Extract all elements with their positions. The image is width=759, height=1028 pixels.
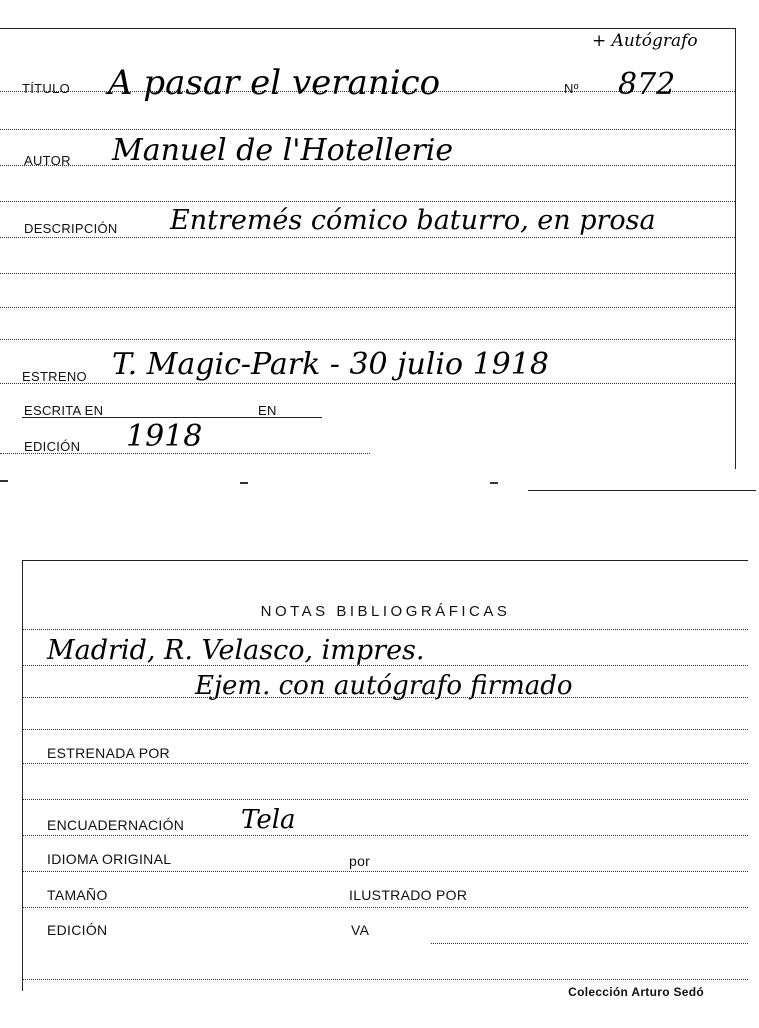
rule-line	[23, 763, 748, 764]
rule-line	[23, 629, 748, 630]
autor-label: AUTOR	[24, 153, 71, 168]
rule-line	[23, 799, 748, 800]
rule-line	[0, 237, 735, 238]
descripcion-value: Entremés cómico baturro, en prosa	[170, 205, 656, 236]
en-label: EN	[258, 403, 277, 418]
numero-label: Nº	[564, 81, 579, 96]
notas-line-1: Madrid, R. Velasco, impres.	[47, 635, 425, 666]
idioma-label: IDIOMA ORIGINAL	[47, 851, 172, 867]
encuadernacion-value: Tela	[241, 805, 296, 835]
rule-line	[431, 943, 748, 944]
rule-line	[23, 665, 748, 666]
rule-line	[23, 729, 748, 730]
notas-line-2: Ejem. con autógrafo firmado	[195, 671, 573, 701]
numero-value: 872	[618, 67, 676, 102]
catalog-card-top	[0, 28, 736, 469]
rule-line	[23, 907, 748, 908]
estrenada-label: ESTRENADA POR	[47, 745, 170, 761]
rule-line	[23, 979, 748, 980]
rule-line	[23, 871, 748, 872]
divider-mark	[0, 480, 8, 482]
escrita-label: ESCRITA EN	[24, 403, 104, 418]
encuadernacion-label: ENCUADERNACIÓN	[47, 817, 185, 833]
rule-line	[23, 697, 748, 698]
va-label: VA	[351, 922, 370, 938]
edicion-label: EDICIÓN	[24, 439, 81, 454]
edicion-label-bottom: EDICIÓN	[47, 922, 108, 938]
tamano-label: TAMAÑO	[47, 887, 108, 903]
descripcion-label: DESCRIPCIÓN	[24, 221, 118, 236]
ilustrado-label: ILUSTRADO POR	[349, 887, 468, 903]
divider-mark	[240, 482, 248, 484]
estreno-label: ESTRENO	[22, 369, 87, 384]
edicion-value: 1918	[126, 419, 203, 454]
por-label: por	[349, 853, 371, 869]
rule-line	[23, 835, 748, 836]
rule-line	[0, 383, 735, 384]
estreno-value: T. Magic-Park - 30 julio 1918	[112, 347, 549, 382]
rule-line	[0, 339, 735, 340]
section-title: NOTAS BIBLIOGRÁFICAS	[260, 603, 511, 620]
catalog-card-bottom	[22, 560, 748, 991]
divider-line	[528, 490, 756, 491]
divider-mark	[490, 482, 498, 484]
rule-line	[0, 307, 735, 308]
titulo-label: TÍTULO	[22, 81, 71, 96]
titulo-value: A pasar el veranico	[108, 63, 441, 103]
numero-annotation: + Autógrafo	[592, 31, 698, 51]
rule-line	[0, 201, 735, 202]
rule-line	[0, 273, 735, 274]
rule-line	[0, 129, 735, 130]
autor-value: Manuel de l'Hotellerie	[112, 133, 454, 168]
collection-footer: Colección Arturo Sedó	[568, 985, 704, 999]
